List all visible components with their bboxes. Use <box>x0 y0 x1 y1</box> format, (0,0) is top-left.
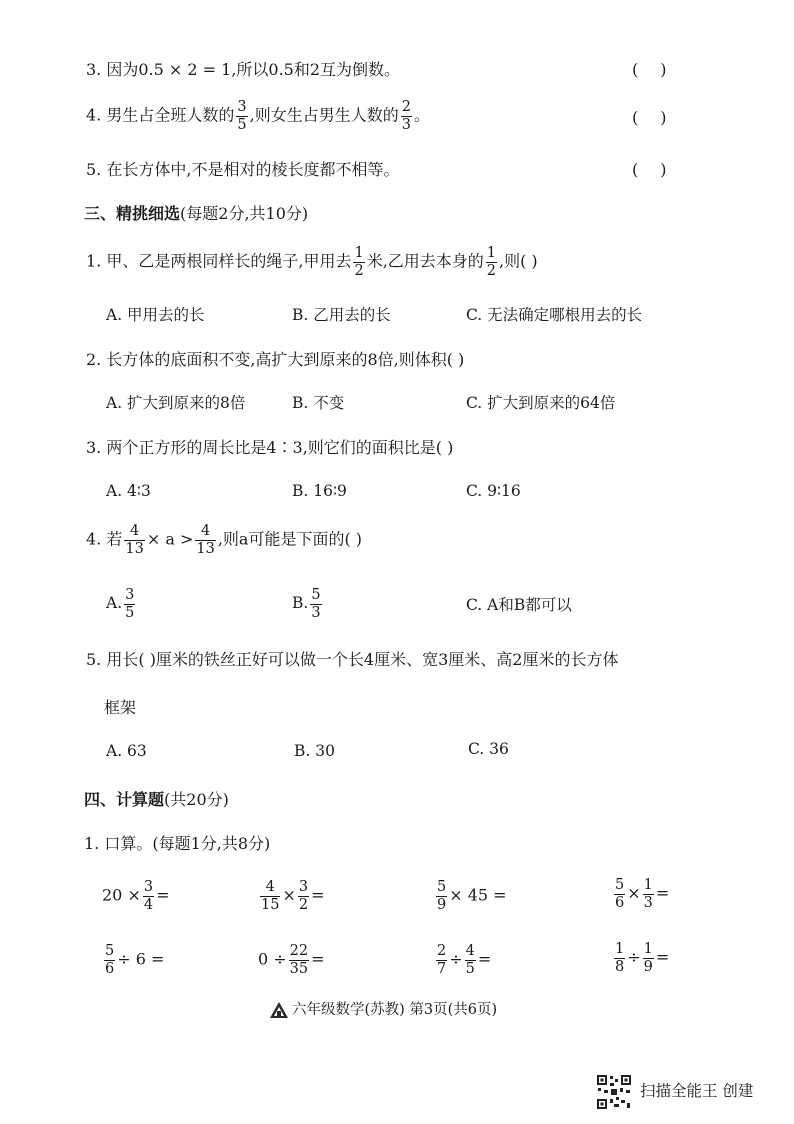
denominator: 2 <box>298 896 309 913</box>
fraction <box>298 880 309 912</box>
fraction <box>124 588 135 620</box>
numerator: 5 <box>437 879 447 895</box>
fraction <box>260 880 280 912</box>
section-note: (共20分) <box>164 790 229 809</box>
option-a[interactable] <box>106 588 137 620</box>
calc-text: = <box>311 885 325 905</box>
option-c[interactable]: C. A和B都可以 <box>466 596 572 614</box>
q-num: 4. <box>86 105 102 125</box>
q-text: 在长方体中,不是相对的棱长度都不相等。 <box>106 160 400 179</box>
option-label: A. <box>106 594 123 612</box>
denominator: 13 <box>125 540 144 557</box>
denominator: 3 <box>401 116 411 133</box>
fraction <box>436 944 447 976</box>
calc-item[interactable] <box>434 944 491 976</box>
fraction <box>643 942 654 974</box>
publisher-logo-icon <box>270 1002 288 1018</box>
calc-item[interactable] <box>102 944 164 976</box>
q-text: 男生占全班人数的 <box>106 105 235 125</box>
mc-q3 <box>86 440 453 456</box>
calc-text: = <box>156 885 170 905</box>
scanner-watermark: 扫描全能王 创建 <box>640 1082 754 1100</box>
denominator: 5 <box>125 604 135 621</box>
denominator: 9 <box>643 958 653 975</box>
numerator: 4 <box>129 523 140 539</box>
calc-text: 0 ÷ <box>258 949 287 969</box>
denominator: 6 <box>615 894 625 911</box>
option-a[interactable]: A. 63 <box>106 742 147 760</box>
denominator: 3 <box>643 894 653 911</box>
fraction <box>486 246 497 278</box>
calc-item[interactable] <box>102 880 170 912</box>
q-text[interactable]: 两个正方形的周长比是4∶3,则它们的面积比是( ) <box>106 438 454 457</box>
fraction <box>236 100 247 132</box>
mc-q2 <box>86 352 464 368</box>
option-label: B. <box>292 594 309 612</box>
numerator: 1 <box>643 941 653 957</box>
calc-item[interactable] <box>434 880 507 912</box>
q-text[interactable]: ,则a可能是下面的( ) <box>217 529 363 549</box>
mc-q4 <box>86 524 362 556</box>
option-b[interactable]: B. 不变 <box>292 394 345 412</box>
fraction <box>195 524 215 556</box>
section3-title <box>84 206 308 222</box>
option-c[interactable]: C. 扩大到原来的64倍 <box>466 394 616 412</box>
denominator: 9 <box>437 896 447 913</box>
denominator: 15 <box>261 896 280 913</box>
calc-text: ÷ <box>627 947 641 967</box>
option-c[interactable]: C. 36 <box>468 740 509 758</box>
option-b[interactable]: B. 16∶9 <box>292 482 347 500</box>
denominator: 6 <box>105 960 115 977</box>
numerator: 4 <box>265 879 275 895</box>
denominator: 5 <box>237 116 247 133</box>
q-num: 5. <box>86 160 102 179</box>
q-text-continuation: 框架 <box>104 698 137 717</box>
numerator: 3 <box>143 879 154 895</box>
fraction <box>614 878 625 910</box>
denominator: 5 <box>465 960 475 977</box>
denominator: 2 <box>486 262 497 279</box>
section-heading: 三、精挑细选 <box>84 204 181 223</box>
answer-paren[interactable]: () <box>632 160 689 179</box>
option-b[interactable]: B. 30 <box>294 742 335 760</box>
q-num: 3. <box>86 60 102 79</box>
calc-text: ÷ 6 = <box>117 949 165 969</box>
section-heading: 四、计算题 <box>84 790 165 809</box>
q-text: 米,乙用去本身的 <box>366 251 484 271</box>
numerator: 4 <box>465 943 475 959</box>
numerator: 1 <box>643 877 653 893</box>
numerator: 5 <box>615 877 625 893</box>
numerator: 3 <box>237 99 247 115</box>
q-num: 4. <box>86 529 102 549</box>
mc-q5 <box>86 652 618 668</box>
calc-text: × <box>282 885 296 905</box>
fraction <box>436 880 447 912</box>
denominator: 3 <box>311 604 321 621</box>
q-num: 3. <box>86 438 102 457</box>
calc-text: ÷ <box>449 949 463 969</box>
mc-q1 <box>86 246 538 278</box>
page-footer <box>270 1002 497 1018</box>
q-num: 1. <box>86 251 102 271</box>
q-text[interactable]: 用长( )厘米的铁丝正好可以做一个长4厘米、宽3厘米、高2厘米的长方体 <box>106 650 619 669</box>
judge-q5 <box>86 162 399 178</box>
calc-text: = <box>655 947 670 967</box>
calc-item[interactable] <box>258 880 325 912</box>
calc-text: = <box>655 883 670 903</box>
calc-item[interactable] <box>612 878 669 910</box>
denominator: 2 <box>354 262 364 279</box>
fraction <box>401 100 412 132</box>
fraction <box>353 246 364 278</box>
fraction <box>104 944 115 976</box>
judge-q4 <box>86 100 430 132</box>
numerator: 1 <box>486 245 497 261</box>
option-c[interactable]: C. 无法确定哪根用去的长 <box>466 306 643 324</box>
fraction <box>310 588 321 620</box>
q-text[interactable]: 长方体的底面积不变,高扩大到原来的8倍,则体积( ) <box>106 350 465 369</box>
qr-code-icon <box>596 1074 632 1113</box>
numerator: 2 <box>437 943 447 959</box>
numerator: 1 <box>354 245 364 261</box>
q-text: × a > <box>146 529 194 549</box>
section4-title <box>84 792 229 808</box>
q-text: 甲、乙是两根同样长的绳子,甲用去 <box>106 251 352 271</box>
q-text: 若 <box>106 529 123 549</box>
footer-text: 六年级数学(苏教) 第3页(共6页) <box>292 1001 498 1018</box>
numerator: 3 <box>298 879 309 895</box>
calc-text: × <box>627 883 641 903</box>
option-b[interactable]: B. 乙用去的长 <box>292 306 391 324</box>
calc-text: = <box>477 949 492 969</box>
denominator: 7 <box>437 960 447 977</box>
fraction <box>289 944 309 976</box>
option-b[interactable] <box>292 588 324 620</box>
option-a[interactable]: A. 扩大到原来的8倍 <box>106 394 246 412</box>
denominator: 8 <box>615 958 625 975</box>
numerator: 5 <box>105 943 115 959</box>
q-text: 因为0.5 × 2 = 1,所以0.5和2互为倒数。 <box>106 60 401 79</box>
denominator: 35 <box>289 960 309 977</box>
q-text: 。 <box>413 105 430 125</box>
fraction <box>124 524 144 556</box>
calc-text: 20 × <box>102 885 141 905</box>
answer-paren[interactable]: () <box>632 108 689 127</box>
q-text[interactable]: ,则( ) <box>499 251 538 271</box>
section-note: (每题2分,共10分) <box>180 204 309 223</box>
numerator: 5 <box>311 587 321 603</box>
calc-text: = <box>311 949 325 969</box>
option-c[interactable]: C. 9∶16 <box>466 482 521 500</box>
answer-paren[interactable]: () <box>632 60 689 79</box>
subsection-title: 1. 口算。(每题1分,共8分) <box>84 834 271 853</box>
fraction <box>465 944 476 976</box>
fraction <box>143 880 154 912</box>
numerator: 4 <box>200 523 211 539</box>
option-a[interactable]: A. 甲用去的长 <box>106 306 205 324</box>
option-a[interactable]: A. 4∶3 <box>106 482 151 500</box>
judge-q3 <box>86 62 400 78</box>
q-num: 5. <box>86 650 102 669</box>
numerator: 1 <box>615 941 625 957</box>
calc-item[interactable] <box>258 944 325 976</box>
calc-text: × 45 = <box>449 885 507 905</box>
calc-item[interactable] <box>612 942 669 974</box>
denominator: 4 <box>143 896 154 913</box>
numerator: 22 <box>289 943 309 959</box>
fraction <box>614 942 625 974</box>
numerator: 2 <box>401 99 411 115</box>
q-text: ,则女生占男生人数的 <box>249 105 399 125</box>
fraction <box>643 878 654 910</box>
q-num: 2. <box>86 350 102 369</box>
numerator: 3 <box>125 587 135 603</box>
denominator: 13 <box>196 540 215 557</box>
